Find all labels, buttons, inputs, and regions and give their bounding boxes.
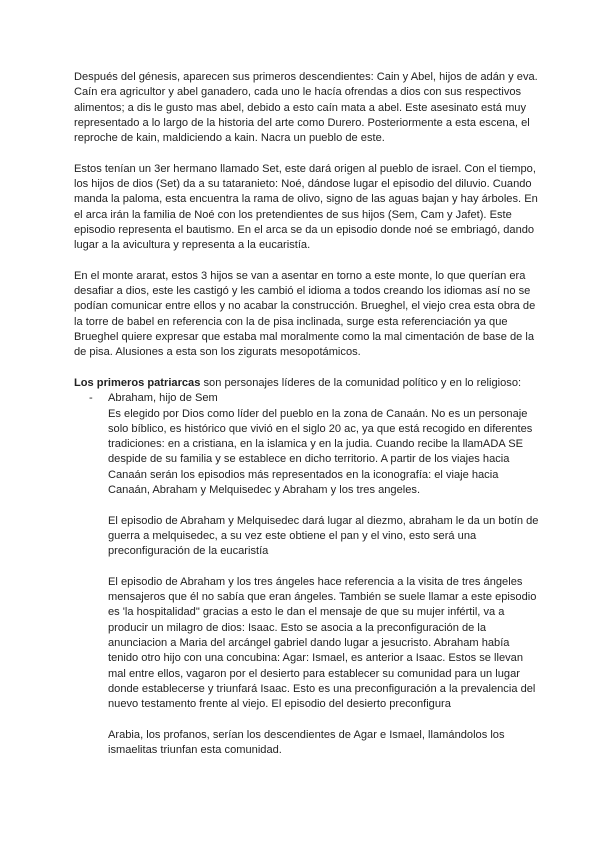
patriarcas-list [74, 391, 540, 758]
bullet-dash: - [89, 392, 93, 405]
paragraph-set-noe: Estos tenían un 3er hermano llamado Set, este dará origen al pueblo de israel. Con el tiempo, los hijos de dios (Set) da a su tataranieto: Noé, dándose lugar el episodio del diluvio. Cuando manda la paloma, esta encuentra la rama de olivo, signo de las aguas bajan y hay árboles. En el arca irán la familia de Noé con los pretendientes de sus hijos (Sem, Cam y Jafet). Este episodio representa el bautismo. En el arca se da un episodio donde noé se embriagó, dando lugar a la avicultura y representa a la eucaristía. [74, 162, 538, 252]
patriarcas-bold-lead: Los primeros patriarcas [74, 376, 201, 389]
list-item-title: Abraham, hijo de Sem [108, 392, 218, 405]
abraham-paragraph-2: El episodio de Abraham y Melquisedec dará lugar al diezmo, abraham le da un botín de guerra a melquisedec, a su vez este obtiene el pan y el vino, esto será una preconfiguración de la eucaristía [108, 514, 539, 558]
abraham-paragraph-4: Arabia, los profanos, serían los descendientes de Agar e Ismael, llamándolos los ismaelitas triunfan esta comunidad. [108, 728, 505, 757]
patriarcas-rest: son personajes líderes de la comunidad político y en lo religioso: [200, 376, 522, 389]
paragraph-cain-abel: Después del génesis, aparecen sus primeros descendientes: Cain y Abel, hijos de adán y eva. Caín era agricultor y abel ganadero, cada uno le hacía ofrendas a dios con sus respectivos alimentos; a dis le gusto mas abel, debido a esto caín mata a abel. Este asesinato está muy representado a lo largo de la historia del arte como Durero. Posteriormente a esta escena, el reproche de kain, maldiciendo a kain. Nacra un pueblo de este. [74, 71, 538, 145]
abraham-paragraph-1: Es elegido por Dios como líder del pueblo en la zona de Canaán. No es un personaje solo bíblico, es histórico que vivió en el siglo 20 ac, ya que está recogido en diferentes tradiciones: en a cristiana, en la islamica y en la judia. Cuando recibe la llamADA SE despide de su familia y se establece en dicho territorio. A partir de los viajes hacia Canaán serán los episodios más representados en la iconografía: el viaje hacia Canaán, Abraham y Melquisedec y Abraham y los tres angeles. [108, 407, 533, 497]
patriarcas-heading [74, 376, 540, 391]
list-item [74, 391, 540, 758]
abraham-paragraph-3: El episodio de Abraham y los tres ángeles hace referencia a la visita de tres ángeles mensajeros que él no sabía que eran ángeles. También se suele llamar a este episodio es 'la hospitalidad" gracias a esto le dan el mensaje de que su mujer infértil, va a producir un milagro de dios: Isaac. Esto se asocia a la preconfiguración de la anunciacion a Maria del arcángel gabriel dando lugar a jesucristo. Abraham había tenido otro hijo con una concubina: Agar: Ismael, es anterior a Isaac. Estos se llevan mal entre ellos, vagaron por el desierto para establecer su comunidad para un lugar donde establecerse y triunfará Isaac. Esto es una preconfiguración a la prevalencia del nuevo testamento frente al viejo. El episodio del desierto preconfigura [108, 575, 537, 711]
paragraph-babel: En el monte ararat, estos 3 hijos se van a asentar en torno a este monte, lo que querían era desafiar a dios, este les castigó y les cambió el idioma a todos creando los idiomas así no se podían comunicar entre ellos y no acabar la construcción. Brueghel, el viejo crea esta obra de la torre de babel en referencia con la de pisa inclinada, surge esta referenciación ya que Brueghel quiere expresar que estaba mal moralmente como la mal cimentación de base de la de pisa. Alusiones a esta son los zigurats mesopotámicos. [74, 269, 536, 359]
